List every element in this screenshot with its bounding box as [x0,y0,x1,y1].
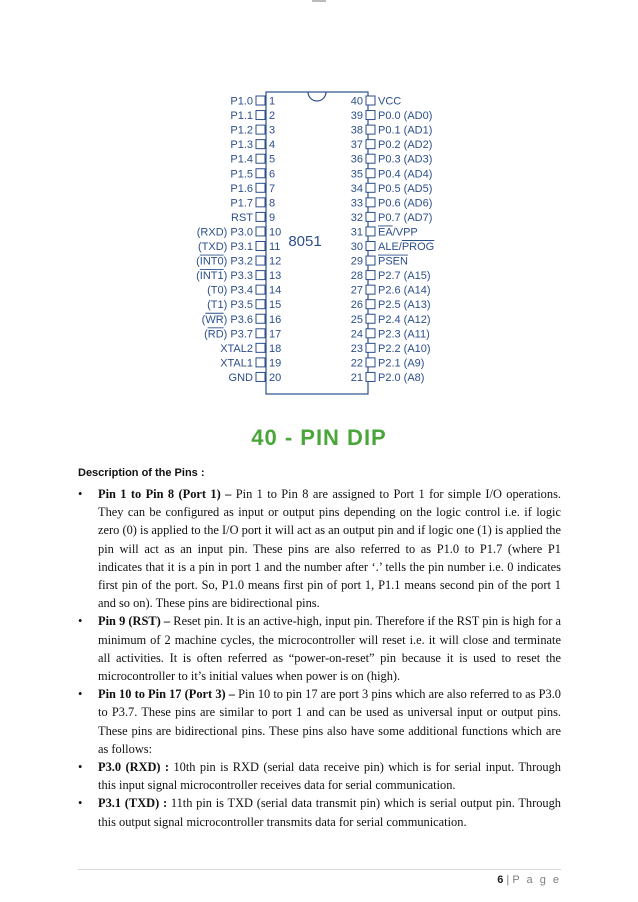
pin-label: P2.3 (A11) [378,328,430,341]
pin-box [256,111,265,120]
pin-label: RST [231,211,253,224]
pin-number: 39 [350,110,363,123]
pin-number: 30 [350,241,363,253]
item-lead: Pin 9 (RST) – [98,614,171,629]
pin-box [256,343,265,352]
pin-label: P0.1 (AD1) [378,124,433,137]
pin-label: XTAL1 [220,357,253,370]
pin-label: P2.7 (A15) [378,270,431,283]
pin-label: P2.0 (A8) [378,371,425,384]
item-lead: P3.0 (RXD) : [98,760,170,775]
pin-box [366,140,375,149]
pin-number: 27 [350,284,363,297]
pin-label: P1.3 [230,139,253,152]
pin-number: 26 [350,299,363,312]
item-text: Pin 1 to Pin 8 are assigned to Port 1 for simple I/O operations. They can be configured as input or output pins depending on the logic control i.e. if logic zero (0) is applied to the I/O port it will act as an output pin and if logic one (1) is applied the pin will act as an input pin. These pins are also referred to as P1.0 to P1.7 (where P1 indicates that it is a pin in port 1 and the number after ‘.’ tells the pin number i.e. 0 indicates first pin of the port. So, P1.0 means first pin of port 1, P1.1 means second pin of the port 1 and so on). These pins are bidirectional pins. [98,487,561,611]
pin-number: 18 [269,342,282,355]
bullet-icon: • [78,796,83,811]
pin-box [366,198,375,207]
pin-label: P1.4 [230,153,253,166]
pin-label: P1.6 [230,182,253,195]
pin-label: P2.1 (A9) [378,357,425,370]
bullet-icon: • [78,487,83,501]
pin-number: 20 [269,371,282,384]
pin-label: P1.0 [230,95,253,108]
footer-separator: | [506,874,510,886]
pin-number: 23 [350,342,363,355]
pin-number: 29 [350,255,363,268]
pin-box [366,285,375,294]
pin-number: 14 [269,284,282,297]
pin-number: 33 [350,197,363,210]
pin-number: 2 [269,110,276,123]
pin-box [366,256,375,265]
pin-box [366,329,375,338]
pin-diagram [0,0,638,420]
pin-number: 19 [269,357,282,370]
list-item [78,794,561,830]
page-number: 6 [497,874,504,886]
pin-box [366,358,375,367]
pin-number: 38 [350,124,363,137]
pin-box [256,125,265,134]
pin-number: 8 [269,197,276,210]
pin-number: 10 [269,226,282,239]
pin-number: 16 [269,313,282,326]
pin-number: 32 [350,211,363,224]
pin-label: (TXD) P3.1 [197,241,253,253]
bullet-icon: • [78,760,83,775]
item-text: Pin 10 to pin 17 are port 3 pins which are also referred to as P3.0 to P3.7. These pins are similar to port 1 and can be used as universal input or output pins. These pins are bidirectional pins. These pins also have some additional functions which are as follows: [98,687,562,756]
pin-number: 6 [269,168,276,181]
pin-label: P0.0 (AD0) [378,110,433,123]
pin-box [256,96,265,105]
pin-label: P1.5 [230,168,253,181]
pin-label: P0.6 (AD6) [378,197,433,210]
pin-label: VCC [378,95,402,108]
pin-box [256,358,265,367]
list-item [78,685,561,758]
pin-number: 5 [269,153,276,166]
pin-box [256,198,265,207]
pin-number: 7 [269,182,276,195]
pin-box [256,329,265,338]
pin-number: 11 [269,241,281,253]
pin-number: 37 [350,139,363,152]
pin-label: P2.6 (A14) [378,284,431,297]
pin-number: 35 [350,168,363,181]
pin-number: 17 [269,328,282,341]
list-item [78,758,561,794]
pin-box [366,154,375,163]
pin-number: 40 [350,95,363,108]
pin-number: 3 [269,124,276,137]
pin-box [256,140,265,149]
pin-box [256,227,265,236]
pin-box [366,314,375,323]
item-lead: Pin 10 to Pin 17 (Port 3) – [98,687,235,702]
pin-box [256,154,265,163]
pin-label: P0.3 (AD3) [378,153,433,166]
page-footer [497,874,561,886]
pin-box [256,300,265,309]
pin-box [366,96,375,105]
item-text: 10th pin is RXD (serial data receive pin) which is for serial input. Through this input signal microcontroller receives data for serial communication. [98,760,562,793]
pin-box [256,372,265,381]
pin-label: P2.2 (A10) [378,342,431,355]
pin-number: 4 [269,139,276,152]
chip-name: 8051 [288,233,322,250]
pin-label: ALE/PROG [378,241,435,253]
pin-label: P0.4 (AD4) [378,168,433,181]
pin-label: PSEN [378,255,408,268]
bullet-icon: • [78,614,83,629]
bullet-icon: • [78,687,83,702]
pin-number: 13 [269,270,282,283]
pin-label: EA/VPP [378,226,418,239]
package-title: 40 - PIN DIP [251,425,387,450]
pin-box [256,169,265,178]
item-lead: P3.1 (TXD) : [98,796,168,811]
pin-box [366,242,375,251]
pin-label: (INT0) P3.2 [196,255,253,268]
pin-box [366,183,375,192]
pin-box [366,271,375,280]
list-item [78,612,561,685]
pin-box [366,169,375,178]
pin-number: 9 [269,211,276,224]
pin-number: 24 [350,328,363,341]
item-lead: Pin 1 to Pin 8 (Port 1) – [98,487,232,501]
page-label: P a g e [512,874,561,886]
pin-label: P1.7 [230,197,253,210]
pin-box [366,343,375,352]
pin-label: GND [228,371,253,384]
pin-box [256,314,265,323]
list-item [78,485,561,612]
pin-number: 25 [350,313,363,326]
pin-box [366,372,375,381]
pin-box [256,242,265,251]
pin-label: (RD) P3.7 [204,328,253,341]
pin-number: 22 [350,357,363,370]
pin-label: P2.4 (A12) [378,313,431,326]
pin-label: P2.5 (A13) [378,299,431,312]
item-text: 11th pin is TXD (serial data transmit pin) which is serial output pin. Through this output signal microcontroller transmits data for serial communication. [98,796,562,829]
pin-box [366,227,375,236]
pin-number: 1 [269,95,276,108]
pin-description-list [78,485,561,831]
pin-box [366,300,375,309]
pin-number: 21 [350,371,363,384]
pin-label: P0.5 (AD5) [378,182,433,195]
section-heading: Description of the Pins : [78,467,205,479]
pin-box [256,212,265,221]
pin-box [366,111,375,120]
pin-label: (WR) P3.6 [201,313,253,326]
pin-label: XTAL2 [220,342,253,355]
pin-label: (T1) P3.5 [207,299,253,312]
pin-number: 28 [350,270,363,283]
pin-box [256,271,265,280]
pin-label: (INT1) P3.3 [196,270,253,283]
pin-label: P1.1 [230,110,253,123]
pin-label: (T0) P3.4 [207,284,253,297]
pin-label: P1.2 [230,124,253,137]
pin-label: (RXD) P3.0 [196,226,253,239]
pin-box [256,256,265,265]
item-text: Reset pin. It is an active-high, input pin. Therefore if the RST pin is high for a minimum of 2 machine cycles, the microcontroller will reset i.e. it will close and terminate all activities. It is often referred as “power-on-reset” pin because it is used to reset the microcontroller to it’s initial values when power is on (high). [98,614,561,684]
footer-divider [78,869,561,870]
pin-label: P0.7 (AD7) [378,211,433,224]
pin-number: 15 [269,299,282,312]
pin-box [366,125,375,134]
pin-box [256,183,265,192]
pin-number: 36 [350,153,363,166]
pin-box [256,285,265,294]
pin-box [366,212,375,221]
pin-label: P0.2 (AD2) [378,139,433,152]
pin-number: 31 [350,226,363,239]
pin-number: 12 [269,255,282,268]
pin-number: 34 [350,182,363,195]
